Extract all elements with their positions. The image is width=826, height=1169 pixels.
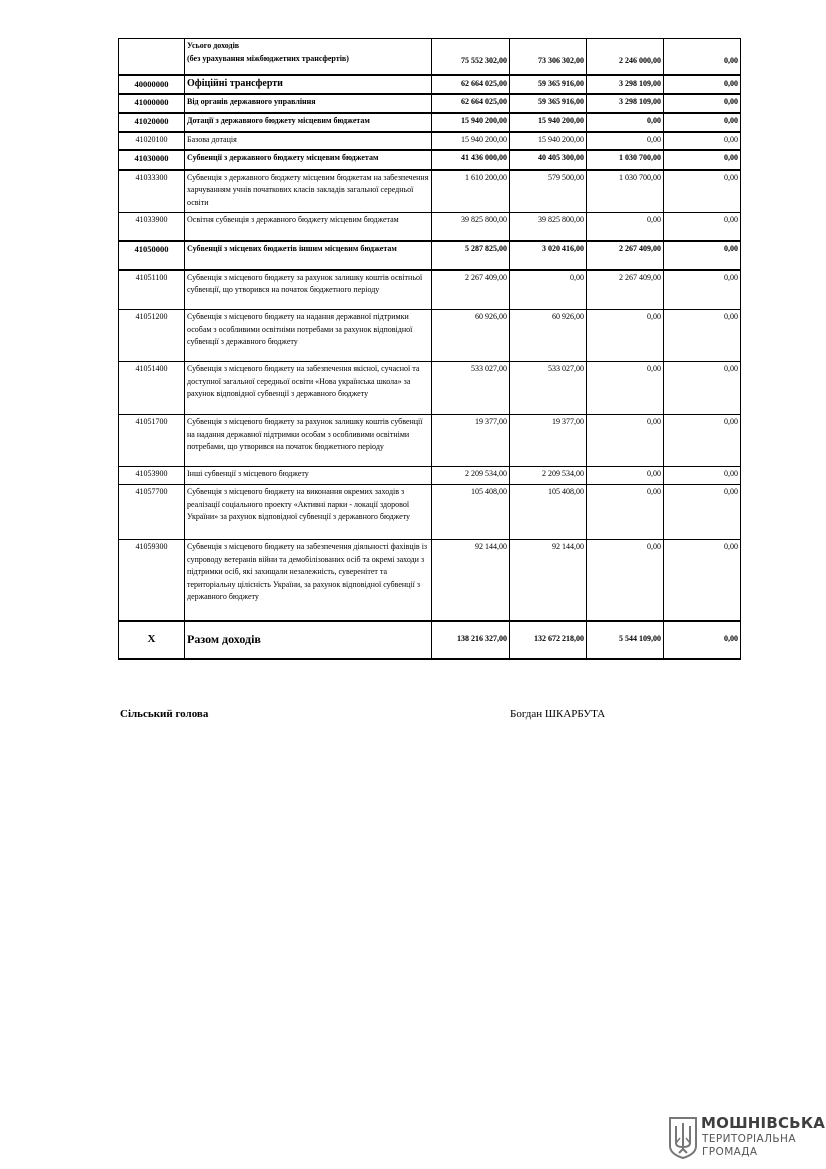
row-total: 15 940 200,00 xyxy=(432,132,510,150)
row-code: 41051700 xyxy=(119,415,185,467)
table-row xyxy=(119,621,741,659)
row-general: 15 940 200,00 xyxy=(510,113,587,132)
row-development: 0,00 xyxy=(664,150,741,170)
row-general: 60 926,00 xyxy=(510,310,587,362)
row-code: 41053900 xyxy=(119,467,185,485)
table-row xyxy=(119,485,741,540)
row-general: 73 306 302,00 xyxy=(510,39,587,75)
row-name: Субвенція з місцевого бюджету на забезпечення якісної, сучасної та доступної загальної середньої освіти «Нова українська школа» за рахунок відповідної субвенції з державного бюджету xyxy=(185,362,432,415)
row-code: 41059300 xyxy=(119,540,185,621)
row-name: Субвенція з місцевого бюджету за рахунок залишку коштів освітньої субвенції, що утворився на початок бюджетного періоду xyxy=(185,270,432,310)
row-name: Субвенція з місцевого бюджету за рахунок залишку коштів субвенції на надання державної підтримки особам з особливими освітніми потребами, що утворився на початок бюджетного періоду xyxy=(185,415,432,467)
row-code: 41020100 xyxy=(119,132,185,150)
row-total: 138 216 327,00 xyxy=(432,621,510,659)
row-development: 0,00 xyxy=(664,415,741,467)
logo-subtitle-1: ТЕРИТОРІАЛЬНА xyxy=(702,1133,796,1145)
row-code: 41000000 xyxy=(119,94,185,113)
row-code: 41051200 xyxy=(119,310,185,362)
row-development: 0,00 xyxy=(664,132,741,150)
row-general: 132 672 218,00 xyxy=(510,621,587,659)
row-general: 579 500,00 xyxy=(510,170,587,213)
row-development: 0,00 xyxy=(664,213,741,241)
table-row xyxy=(119,94,741,113)
row-code: 41020000 xyxy=(119,113,185,132)
row-general: 59 365 916,00 xyxy=(510,94,587,113)
row-special: 0,00 xyxy=(587,113,664,132)
row-special: 0,00 xyxy=(587,362,664,415)
row-code: 41033900 xyxy=(119,213,185,241)
row-general: 2 209 534,00 xyxy=(510,467,587,485)
row-total: 533 027,00 xyxy=(432,362,510,415)
row-code: 41030000 xyxy=(119,150,185,170)
row-general: 0,00 xyxy=(510,270,587,310)
row-code: 41033300 xyxy=(119,170,185,213)
row-name: Базова дотація xyxy=(185,132,432,150)
row-name: Дотації з державного бюджету місцевим бюджетам xyxy=(185,113,432,132)
row-development: 0,00 xyxy=(664,94,741,113)
row-special: 1 030 700,00 xyxy=(587,150,664,170)
row-special: 2 246 000,00 xyxy=(587,39,664,75)
row-total: 41 436 000,00 xyxy=(432,150,510,170)
row-name: Інші субвенції з місцевого бюджету xyxy=(185,467,432,485)
table-row xyxy=(119,113,741,132)
row-total: 15 940 200,00 xyxy=(432,113,510,132)
table-row xyxy=(119,150,741,170)
row-development: 0,00 xyxy=(664,241,741,270)
signature-position: Сільський голова xyxy=(120,708,209,720)
row-total: 5 287 825,00 xyxy=(432,241,510,270)
row-total: 105 408,00 xyxy=(432,485,510,540)
row-name: Усього доходів (без урахування міжбюджетних трансфертів) xyxy=(185,39,432,75)
row-special: 3 298 109,00 xyxy=(587,75,664,94)
revenue-table xyxy=(118,38,741,660)
row-name: Разом доходів xyxy=(185,621,432,659)
row-name: Субвенції з державного бюджету місцевим бюджетам xyxy=(185,150,432,170)
row-name: Субвенція з місцевого бюджету на забезпечення діяльності фахівців із супроводу ветеранів війни та демобілізованих осіб та окремі заходи з підтримки осіб, які захищали незалежність, суверенітет та територіальну цілісність України, за рахунок відповідної субвенції з державного бюджету xyxy=(185,540,432,621)
row-general: 533 027,00 xyxy=(510,362,587,415)
row-general: 92 144,00 xyxy=(510,540,587,621)
row-total: 75 552 302,00 xyxy=(432,39,510,75)
row-code xyxy=(119,39,185,75)
row-development: 0,00 xyxy=(664,467,741,485)
row-development: 0,00 xyxy=(664,39,741,75)
table-row xyxy=(119,75,741,94)
row-development: 0,00 xyxy=(664,270,741,310)
row-total: 92 144,00 xyxy=(432,540,510,621)
row-code: X xyxy=(119,621,185,659)
row-development: 0,00 xyxy=(664,362,741,415)
row-total: 2 267 409,00 xyxy=(432,270,510,310)
row-special: 0,00 xyxy=(587,213,664,241)
row-development: 0,00 xyxy=(664,113,741,132)
signature-name: Богдан ШКАРБУТА xyxy=(510,708,606,720)
table-row xyxy=(119,39,741,75)
row-development: 0,00 xyxy=(664,75,741,94)
row-general: 105 408,00 xyxy=(510,485,587,540)
table-row xyxy=(119,540,741,621)
table-row xyxy=(119,270,741,310)
row-special: 5 544 109,00 xyxy=(587,621,664,659)
row-name: Субвенція з місцевого бюджету на надання державної підтримки особам з особливими освітніми потребами за рахунок відповідної субвенції з державного бюджету xyxy=(185,310,432,362)
row-total: 62 664 025,00 xyxy=(432,94,510,113)
row-total: 60 926,00 xyxy=(432,310,510,362)
row-code: 41057700 xyxy=(119,485,185,540)
row-general: 59 365 916,00 xyxy=(510,75,587,94)
logo-subtitle-2: ГРОМАДА xyxy=(702,1146,758,1158)
row-general: 19 377,00 xyxy=(510,415,587,467)
row-development: 0,00 xyxy=(664,485,741,540)
row-special: 0,00 xyxy=(587,415,664,467)
row-name: Субвенції з місцевих бюджетів іншим місцевим бюджетам xyxy=(185,241,432,270)
row-total: 39 825 800,00 xyxy=(432,213,510,241)
trident-emblem-icon xyxy=(668,1116,698,1160)
row-special: 3 298 109,00 xyxy=(587,94,664,113)
logo-title: МОШНІВСЬКА xyxy=(701,1114,826,1132)
row-special: 2 267 409,00 xyxy=(587,241,664,270)
row-general: 3 020 416,00 xyxy=(510,241,587,270)
row-special: 0,00 xyxy=(587,485,664,540)
row-total: 2 209 534,00 xyxy=(432,467,510,485)
row-total: 1 610 200,00 xyxy=(432,170,510,213)
table-row xyxy=(119,467,741,485)
table-row xyxy=(119,362,741,415)
row-code: 41051100 xyxy=(119,270,185,310)
row-name: Освітня субвенція з державного бюджету місцевим бюджетам xyxy=(185,213,432,241)
row-special: 0,00 xyxy=(587,132,664,150)
row-development: 0,00 xyxy=(664,540,741,621)
row-name: Від органів державного управління xyxy=(185,94,432,113)
row-development: 0,00 xyxy=(664,621,741,659)
row-development: 0,00 xyxy=(664,310,741,362)
row-special: 0,00 xyxy=(587,310,664,362)
row-code: 40000000 xyxy=(119,75,185,94)
row-total: 19 377,00 xyxy=(432,415,510,467)
row-special: 1 030 700,00 xyxy=(587,170,664,213)
row-development: 0,00 xyxy=(664,170,741,213)
row-name: Офіційні трансферти xyxy=(185,75,432,94)
table-row xyxy=(119,415,741,467)
row-name: Субвенція з місцевого бюджету на виконання окремих заходів з реалізації соціального проекту «Активні парки - локації здорової України» за рахунок відповідної субвенції з державного бюджету xyxy=(185,485,432,540)
row-general: 40 405 300,00 xyxy=(510,150,587,170)
row-special: 0,00 xyxy=(587,540,664,621)
row-special: 0,00 xyxy=(587,467,664,485)
row-total: 62 664 025,00 xyxy=(432,75,510,94)
table-row xyxy=(119,213,741,241)
table-row xyxy=(119,170,741,213)
row-code: 41051400 xyxy=(119,362,185,415)
community-logo xyxy=(668,1114,826,1162)
row-special: 2 267 409,00 xyxy=(587,270,664,310)
row-name: Субвенція з державного бюджету місцевим бюджетам на забезпечення харчуванням учнів початкових класів закладів загальної середньої освіти xyxy=(185,170,432,213)
row-general: 39 825 800,00 xyxy=(510,213,587,241)
table-row xyxy=(119,310,741,362)
table-row xyxy=(119,241,741,270)
row-general: 15 940 200,00 xyxy=(510,132,587,150)
table-row xyxy=(119,132,741,150)
row-code: 41050000 xyxy=(119,241,185,270)
